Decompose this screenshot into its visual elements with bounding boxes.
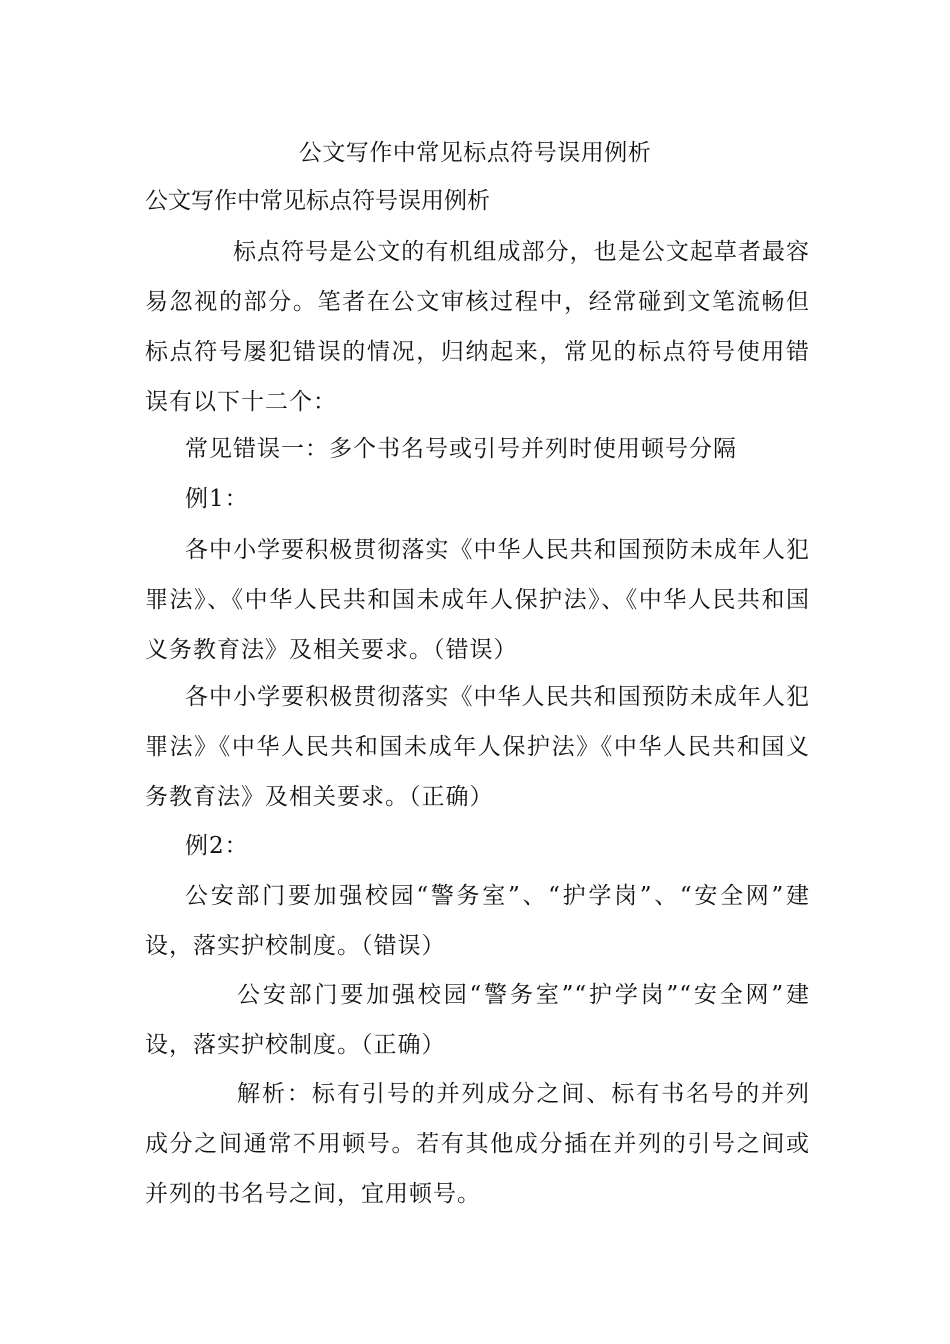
intro-paragraph: 标点符号是公文的有机组成部分，也是公文起草者最容易忽视的部分。笔者在公文审核过程中，经常碰到文笔流畅但标点符号屡犯错误的情况，归纳起来，常见的标点符号使用错误有以下十二个： [145, 239, 810, 415]
example-correct-paragraph: 公安部门要加强校园“警务室”“护学岗”“安全网”建设，落实护校制度。（正确） [145, 982, 810, 1058]
example-label: 例1： [185, 486, 249, 512]
example-correct-paragraph: 各中小学要积极贯彻落实《中华人民共和国预防未成年人犯罪法》《中华人民共和国未成年人保护法》《中华人民共和国义务教育法》及相关要求。（正确） [145, 684, 810, 810]
example-label: 例2： [185, 833, 249, 859]
analysis-paragraph: 解析：标有引号的并列成分之间、标有书名号的并列成分之间通常不用顿号。若有其他成分插在并列的引号之间或并列的书名号之间，宜用顿号。 [145, 1081, 810, 1207]
example-wrong-paragraph: 各中小学要积极贯彻落实《中华人民共和国预防未成年人犯罪法》、《中华人民共和国未成年人保护法》、《中华人民共和国义务教育法》及相关要求。（错误） [145, 537, 810, 663]
document-subtitle: 公文写作中常见标点符号误用例析 [145, 188, 490, 214]
error-heading: 常见错误一：多个书名号或引号并列时使用顿号分隔 [185, 436, 737, 462]
example-wrong-paragraph: 公安部门要加强校园“警务室”、“护学岗”、“安全网”建设，落实护校制度。（错误） [145, 883, 810, 959]
document-title: 公文写作中常见标点符号误用例析 [298, 140, 652, 166]
